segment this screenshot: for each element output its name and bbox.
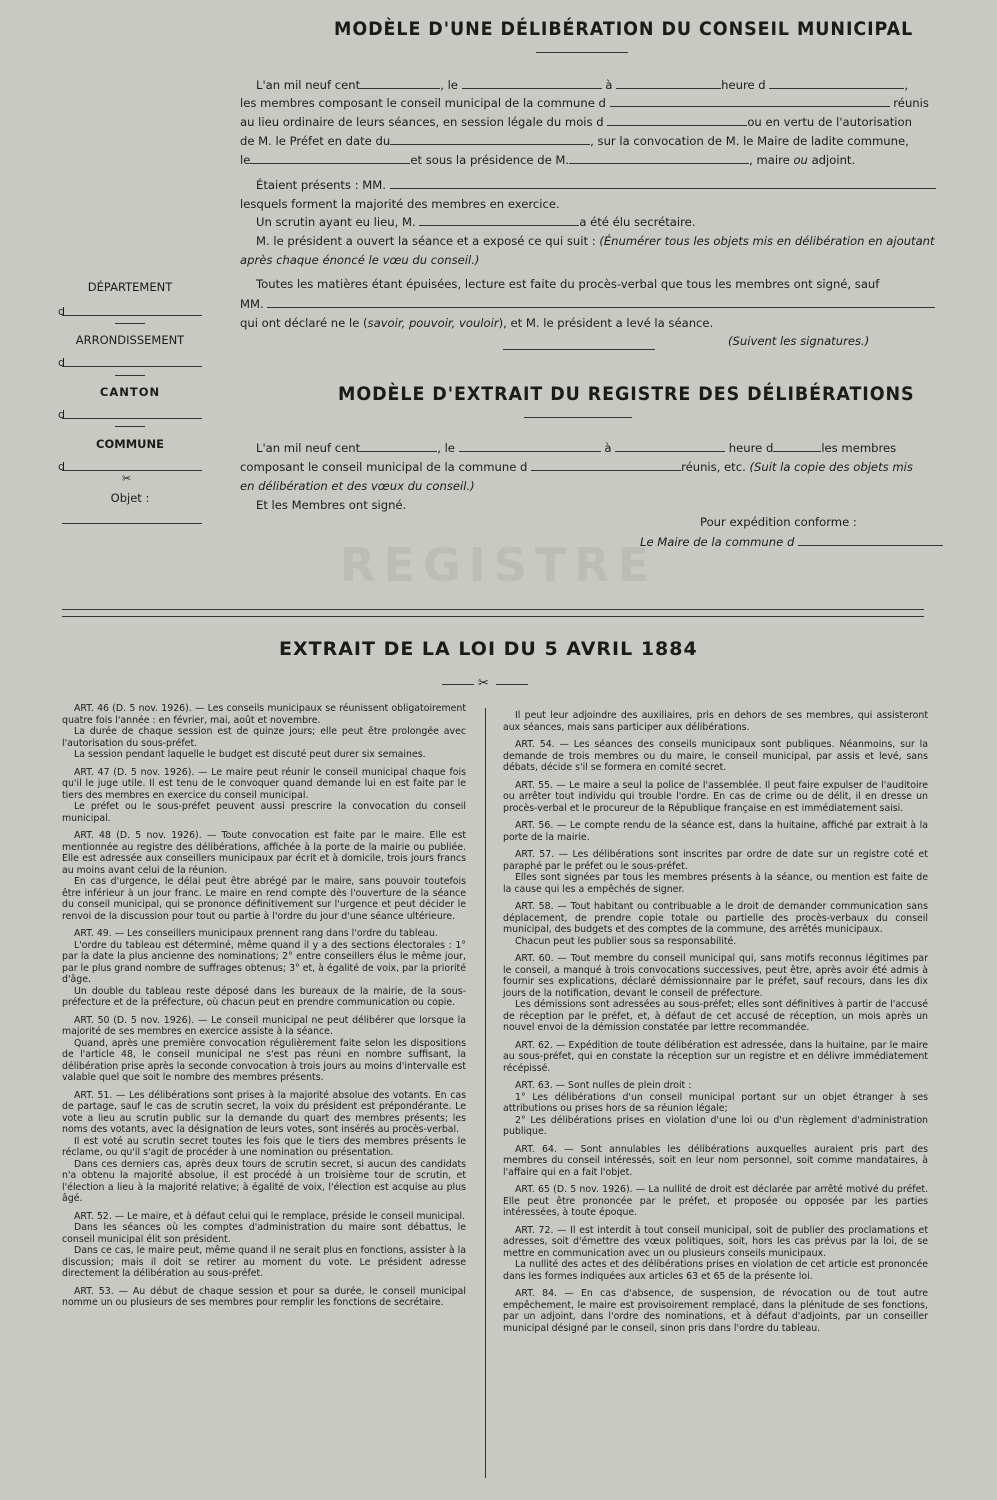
law-article xyxy=(62,1090,466,1205)
sidebar-departement: DÉPARTEMENT xyxy=(87,280,173,294)
law-paragraph: ART. 72. — Il est interdit à tout conseil municipal, soit de publier des proclamations et adresses, soit d'émettre des vœux politiques, soit, hors les cas prévus par la loi, de se mettre en communication avec un ou plusieurs conseils municipaux. xyxy=(503,1224,928,1259)
sidebar-field-canton[interactable] xyxy=(62,418,202,419)
form2-l2c: (Suit la copie des objets mis xyxy=(749,460,913,474)
form1-l12: MM. xyxy=(240,297,264,311)
sidebar-canton: CANTON xyxy=(99,385,161,399)
law-article xyxy=(62,830,466,922)
form1-line9 xyxy=(256,233,935,249)
sidebar-field-arrondissement[interactable] xyxy=(62,366,202,367)
law-paragraph: ART. 49. — Les conseillers municipaux prennent rang dans l'ordre du tableau. xyxy=(74,928,438,939)
sidebar-dash3 xyxy=(115,426,145,427)
law-paragraph: ART. 54. — Les séances des conseils municipaux sont publiques. Néanmoins, sur la demande de trois membres ou du maire, le conseil municipal, par assis et levé, sans débats, décide s'il se formera en comité secret. xyxy=(503,739,928,773)
form1-line7: lesquels forment la majorité des membres en exercice. xyxy=(240,197,560,211)
title1-underline xyxy=(536,52,628,53)
field2-commune[interactable] xyxy=(531,460,681,471)
form1-l5d: ou xyxy=(793,153,808,167)
law-paragraph: ART. 60. — Tout membre du conseil municipal qui, sans motifs reconnus légitimes par le conseil, a manqué à trois convocations successives, peut être, après avoir été admis à fournir ses explications, déclaré démissionnaire par le préfet, sauf recours, dans les dix jours de la notification, devant le conseil de préfecture. xyxy=(503,953,928,999)
title2-underline xyxy=(524,417,632,418)
law-paragraph: ART. 64. — Sont annulables les délibérations auxquelles auraient pris part des membres du conseil intéressés, soit en leur nom personnel, soit comme mandataires, à l'affaire qui en a fait l'objet. xyxy=(503,1143,928,1178)
field-date[interactable] xyxy=(250,153,410,164)
field-prefet-date[interactable] xyxy=(390,134,590,145)
sidebar-field-departement[interactable] xyxy=(62,315,202,316)
law-article xyxy=(503,1080,928,1138)
sidebar-d3: d xyxy=(58,408,65,421)
law-paragraph: Elles sont signées par tous les membres présents à la séance, ou mention est faite de la cause qui les a empêchés de signer. xyxy=(503,872,928,895)
field-presents[interactable] xyxy=(390,178,936,189)
form1-l2b: réunis xyxy=(893,96,929,110)
form2-line4: Et les Membres ont signé. xyxy=(256,498,407,512)
form1-line13 xyxy=(240,315,713,331)
law-paragraph: La session pendant laquelle le budget est discuté peut durer six semaines. xyxy=(74,749,426,760)
law-paragraph: ART. 58. — Tout habitant ou contribuable a le droit de demander communication sans déplacement, de prendre copie totale ou partielle des procès-verbaux du conseil municipal, des budgets et des comptes de la commune, des arrêtés municipaux. xyxy=(503,901,928,935)
form1-l9b: (Énumérer tous les objets mis en délibération en ajoutant xyxy=(599,234,935,248)
law-article xyxy=(503,710,928,733)
form1-l6a: Étaient présents : MM. xyxy=(256,178,386,192)
form1-l8b: a été élu secrétaire. xyxy=(579,215,696,229)
field-month[interactable] xyxy=(607,115,747,126)
law-paragraph: En cas d'urgence, le délai peut être abrégé par le maire, sans pouvoir toutefois être inférieur à un jour franc. Le maire en rend compte dès l'ouverture de la séance du conseil municipal, qui se prononce définitivement sur l'urgence et peut décider le renvoi de la discussion pour tout ou partie à l'ordre du jour d'une séance ultérieure. xyxy=(62,876,466,922)
law-article xyxy=(62,1015,466,1084)
form1-l13a: qui ont déclaré ne le ( xyxy=(240,316,368,330)
law-paragraph: ART. 56. — Le compte rendu de la séance est, dans la huitaine, affiché par extrait à la porte de la mairie. xyxy=(503,820,928,843)
law-paragraph: Le préfet ou le sous-préfet peuvent aussi prescrire la convocation du conseil municipal. xyxy=(62,801,466,824)
form1-line12 xyxy=(240,296,935,312)
law-article xyxy=(62,928,466,1009)
form2-line5: Pour expédition conforme : xyxy=(700,515,857,529)
form2-l2a: composant le conseil municipal de la commune d xyxy=(240,460,528,474)
form1-line8 xyxy=(256,214,695,230)
law-article xyxy=(503,1225,928,1283)
law-column-right xyxy=(503,710,928,1340)
law-article xyxy=(503,739,928,774)
sidebar-dash1 xyxy=(115,323,145,324)
sidebar-field-objet[interactable] xyxy=(62,523,202,524)
form2-l1d: heure d xyxy=(728,441,774,455)
title3-rule-left xyxy=(442,684,474,685)
form2-l2b: réunis, etc. xyxy=(681,460,746,474)
form1-l5c: , maire xyxy=(749,153,790,167)
field2-day[interactable] xyxy=(459,441,601,452)
form2-line2 xyxy=(240,459,913,475)
field-year[interactable] xyxy=(360,78,440,89)
form1-line5 xyxy=(240,152,855,168)
form1-l5b: et sous la présidence de M. xyxy=(410,153,570,167)
form1-l4a: de M. le Préfet en date du xyxy=(240,134,391,148)
form1-line11: Toutes les matières étant épuisées, lecture est faite du procès-verbal que tous les membres ont signé, sauf xyxy=(256,277,880,291)
form2-line3: en délibération et des vœux du conseil.) xyxy=(240,479,475,493)
field2-maire[interactable] xyxy=(798,535,943,546)
form1-l1b: , le xyxy=(440,78,458,92)
form1-l4b: , sur la convocation de M. le Maire de ladite commune, xyxy=(590,134,909,148)
sidebar-commune: COMMUNE xyxy=(96,437,164,451)
form1-line14: (Suivent les signatures.) xyxy=(728,334,870,348)
law-paragraph: Quand, après une première convocation régulièrement faite selon les dispositions de l'article 48, le conseil municipal ne s'est pas réuni en nombre suffisant, la délibération prise après la seconde convocation à trois jours au moins d'intervalle est valable quel que soit le nombre des membres présents. xyxy=(62,1037,466,1083)
law-paragraph: L'ordre du tableau est déterminé, même quand il y a des sections électorales : 1° par la date la plus ancienne des nominations; 2° entre conseillers élus le même jour, par le plus grand nombre de suffrages obtenus; 3° et, à égalité de voix, par la priorité d'âge. xyxy=(62,939,466,985)
divider-bottom xyxy=(62,616,924,617)
form1-l2a: les membres composant le conseil municipal de la commune d xyxy=(240,96,606,110)
law-paragraph: Les démissions sont adressées au sous-préfet; elles sont définitives à partir de l'accusé de réception par le préfet, et, à défaut de cet accusé de réception, un mois après un nouvel envoi de la démission constatée par lettre recommandée. xyxy=(503,999,928,1033)
watermark-registre: REGISTRE xyxy=(340,538,658,592)
form1-line6 xyxy=(256,177,936,193)
law-paragraph: Dans les séances où les comptes d'administration du maire sont débattus, le conseil municipal élit son président. xyxy=(62,1222,466,1245)
law-paragraph: ART. 84. — En cas d'absence, de suspension, de révocation ou de tout autre empêchement, le maire est provisoirement remplacé, dans la plénitude de ses fonctions, par un adjoint, dans l'ordre des nominations, et à défaut d'adjoints, par un conseiller municipal désigné par le conseil, sinon pris dans l'ordre du tableau. xyxy=(503,1288,928,1334)
law-paragraph: ART. 48 (D. 5 nov. 1926). — Toute convocation est faite par le maire. Elle est mentionnée au registre des délibérations, affichée à la porte de la mairie ou publiée. Elle est adressée aux conseillers municipaux par écrit et à domicile, trois jours francs au moins avant celui de la réunion. xyxy=(62,830,466,876)
form1-l1a: L'an mil neuf cent xyxy=(256,78,361,92)
form2-l1c: à xyxy=(604,441,612,455)
law-paragraph: ART. 46 (D. 5 nov. 1926). — Les conseils municipaux se réunissent obligatoirement quatre fois l'année : en février, mai, août et novembre. xyxy=(62,703,466,726)
form2-l1e: les membres xyxy=(821,441,897,455)
scissors-icon: ✂ xyxy=(122,472,132,485)
form1-l5e: adjoint. xyxy=(811,153,856,167)
law-article xyxy=(503,1144,928,1179)
column-divider xyxy=(485,708,486,1478)
law-article xyxy=(62,1211,466,1280)
law-paragraph: Dans ce cas, le maire peut, même quand il ne serait plus en fonctions, assister à la discussion; mais il doit se retirer au moment du vote. Le président adresse directement la délibération au sous-préfet. xyxy=(62,1245,466,1279)
law-paragraph: 1° Les délibérations d'un conseil municipal portant sur un objet étranger à ses attributions ou prises hors de sa réunion légale; xyxy=(503,1091,928,1114)
law-paragraph: ART. 63. — Sont nulles de plein droit : xyxy=(515,1080,692,1091)
law-article xyxy=(503,1184,928,1219)
scissors-center-icon: ✂ xyxy=(478,676,489,691)
form1-line2 xyxy=(240,95,929,111)
law-paragraph: La durée de chaque session est de quinze jours; elle peut être prolongée avec l'autorisation du sous-préfet. xyxy=(62,726,466,749)
divider-top xyxy=(62,609,924,610)
law-paragraph: ART. 51. — Les délibérations sont prises à la majorité absolue des votants. En cas de partage, sauf le cas de scrutin secret, la voix du président est prépondérante. Le vote a lieu au scrutin public sur la demande du quart des membres présents; les noms des votants, avec la désignation de leurs votes, sont insérés au procès-verbal. xyxy=(62,1089,466,1135)
form1-line4 xyxy=(240,133,909,149)
law-article xyxy=(62,703,466,761)
title-deliberation: MODÈLE D'UNE DÉLIBÉRATION DU CONSEIL MUNICIPAL xyxy=(334,18,914,40)
field-president[interactable] xyxy=(569,153,749,164)
form1-l1e: , xyxy=(904,78,909,92)
form1-l3b: ou en vertu de l'autorisation xyxy=(747,115,912,129)
form2-line6 xyxy=(640,534,943,550)
law-paragraph: La nullité des actes et des délibérations prises en violation de cet article est prononcée dans les formes indiquées aux articles 63 et 65 de la présente loi. xyxy=(503,1259,928,1282)
field-hour[interactable] xyxy=(769,78,904,89)
law-article xyxy=(503,849,928,895)
law-article xyxy=(503,1040,928,1075)
law-article xyxy=(503,780,928,815)
law-paragraph: ART. 52. — Le maire, et à défaut celui qui le remplace, préside le conseil municipal. xyxy=(74,1210,466,1222)
law-paragraph: ART. 50 (D. 5 nov. 1926). — Le conseil municipal ne peut délibérer que lorsque la majorité de ses membres en exercice assiste à la séance. xyxy=(62,1014,466,1037)
form2-line1 xyxy=(256,440,896,456)
field-sauf[interactable] xyxy=(267,297,935,308)
law-paragraph: 2° Les délibérations prises en violation d'une loi ou d'un règlement d'administration publique. xyxy=(503,1114,928,1137)
law-paragraph: Un double du tableau reste déposé dans les bureaux de la mairie, de la sous-préfecture et de la préfecture, où chacun peut en prendre communication ou copie. xyxy=(62,985,466,1008)
sidebar-dash2 xyxy=(115,375,145,376)
form1-line1 xyxy=(256,77,908,93)
law-article xyxy=(503,901,928,947)
form1-l9a: M. le président a ouvert la séance et a exposé ce qui suit : xyxy=(256,234,596,248)
form2-l6: Le Maire de la commune d xyxy=(640,535,795,549)
law-paragraph: Chacun peut les publier sous sa responsabilité. xyxy=(515,935,737,947)
form2-l1b: , le xyxy=(437,441,455,455)
law-paragraph: Il est voté au scrutin secret toutes les fois que le tiers des membres présents le réclame, ou qu'il s'agit de procéder à une nomination ou présentation. xyxy=(62,1135,466,1158)
law-paragraph: ART. 65 (D. 5 nov. 1926). — La nullité de droit est déclarée par arrêté motivé du préfet. Elle peut être prononcée par le préfet, et proposée ou opposée par les parties intéressées, à toute époque. xyxy=(503,1184,928,1218)
form2-l1a: L'an mil neuf cent xyxy=(256,441,361,455)
form1-l1c: à xyxy=(605,78,613,92)
form1-line10: après chaque énoncé le vœu du conseil.) xyxy=(240,253,480,267)
title-extrait: MODÈLE D'EXTRAIT DU REGISTRE DES DÉLIBÉRATIONS xyxy=(338,383,915,405)
sidebar-d4: d xyxy=(58,460,65,473)
form1-l3a: au lieu ordinaire de leurs séances, en session légale du mois d xyxy=(240,115,604,129)
law-paragraph: ART. 53. — Au début de chaque session et pour sa durée, le conseil municipal nomme un ou plusieurs de ses membres pour remplir les fonctions de secrétaire. xyxy=(62,1285,466,1308)
law-article xyxy=(503,953,928,1034)
law-column-left xyxy=(62,703,466,1315)
law-article xyxy=(503,1288,928,1334)
field-secretaire[interactable] xyxy=(419,215,579,226)
title3-rule-right xyxy=(496,684,528,685)
sidebar-field-commune[interactable] xyxy=(62,470,202,471)
form1-l1d: heure d xyxy=(721,78,766,92)
law-paragraph: ART. 57. — Les délibérations sont inscrites par ordre de date sur un registre coté et paraphé par le préfet ou le sous-préfet. xyxy=(503,849,928,872)
sidebar-objet: Objet : xyxy=(110,491,150,505)
law-paragraph: Il peut leur adjoindre des auxiliaires, pris en dehors de ses membres, qui assisteront aux séances, mais sans participer aux délibérations. xyxy=(503,710,928,733)
form1-line3 xyxy=(240,114,912,130)
sidebar-d1: d xyxy=(58,305,65,318)
signature-rule xyxy=(503,349,655,350)
form1-l13c: ), et M. le président a levé la séance. xyxy=(498,316,714,330)
law-paragraph: ART. 62. — Expédition de toute délibération est adressée, dans la huitaine, par le maire au sous-préfet, qui en constate la réception sur un registre et en délivre immédiatement récépissé. xyxy=(503,1039,928,1074)
title-loi: EXTRAIT DE LA LOI DU 5 AVRIL 1884 xyxy=(279,638,698,660)
form1-l13b: savoir, pouvoir, vouloir xyxy=(367,316,499,330)
law-paragraph: Dans ces derniers cas, après deux tours de scrutin secret, si aucun des candidats n'a obtenu la majorité absolue, il est procédé à un troisième tour de scrutin, et l'élection a lieu à la majorité relative; à égalité de voix, l'élection est acquise au plus âgé. xyxy=(62,1158,466,1204)
law-article xyxy=(62,767,466,825)
law-article xyxy=(62,1286,466,1309)
law-paragraph: ART. 55. — Le maire a seul la police de l'assemblée. Il peut faire expulser de l'auditoire ou arrêter tout individu qui trouble l'ordre. En cas de crime ou de délit, il en dresse un procès-verbal et le procureur de la République française en est immédiatement saisi. xyxy=(503,779,928,814)
field2-year[interactable] xyxy=(360,441,437,452)
field-commune[interactable] xyxy=(610,96,890,107)
sidebar-arrondissement: ARRONDISSEMENT xyxy=(75,333,185,347)
law-article xyxy=(503,820,928,843)
field2-hour[interactable] xyxy=(773,441,821,452)
field2-place[interactable] xyxy=(615,441,725,452)
field-place[interactable] xyxy=(616,78,721,89)
law-paragraph: ART. 47 (D. 5 nov. 1926). — Le maire peut réunir le conseil municipal chaque fois qu'il le juge utile. Il est tenu de le convoquer quand demande lui en est faite par le tiers des membres en exercice du conseil municipal. xyxy=(62,766,466,801)
sidebar-d2: d xyxy=(58,356,65,369)
form1-l5a: le xyxy=(240,153,251,167)
field-day[interactable] xyxy=(462,78,602,89)
form1-l8a: Un scrutin ayant eu lieu, M. xyxy=(256,215,416,229)
